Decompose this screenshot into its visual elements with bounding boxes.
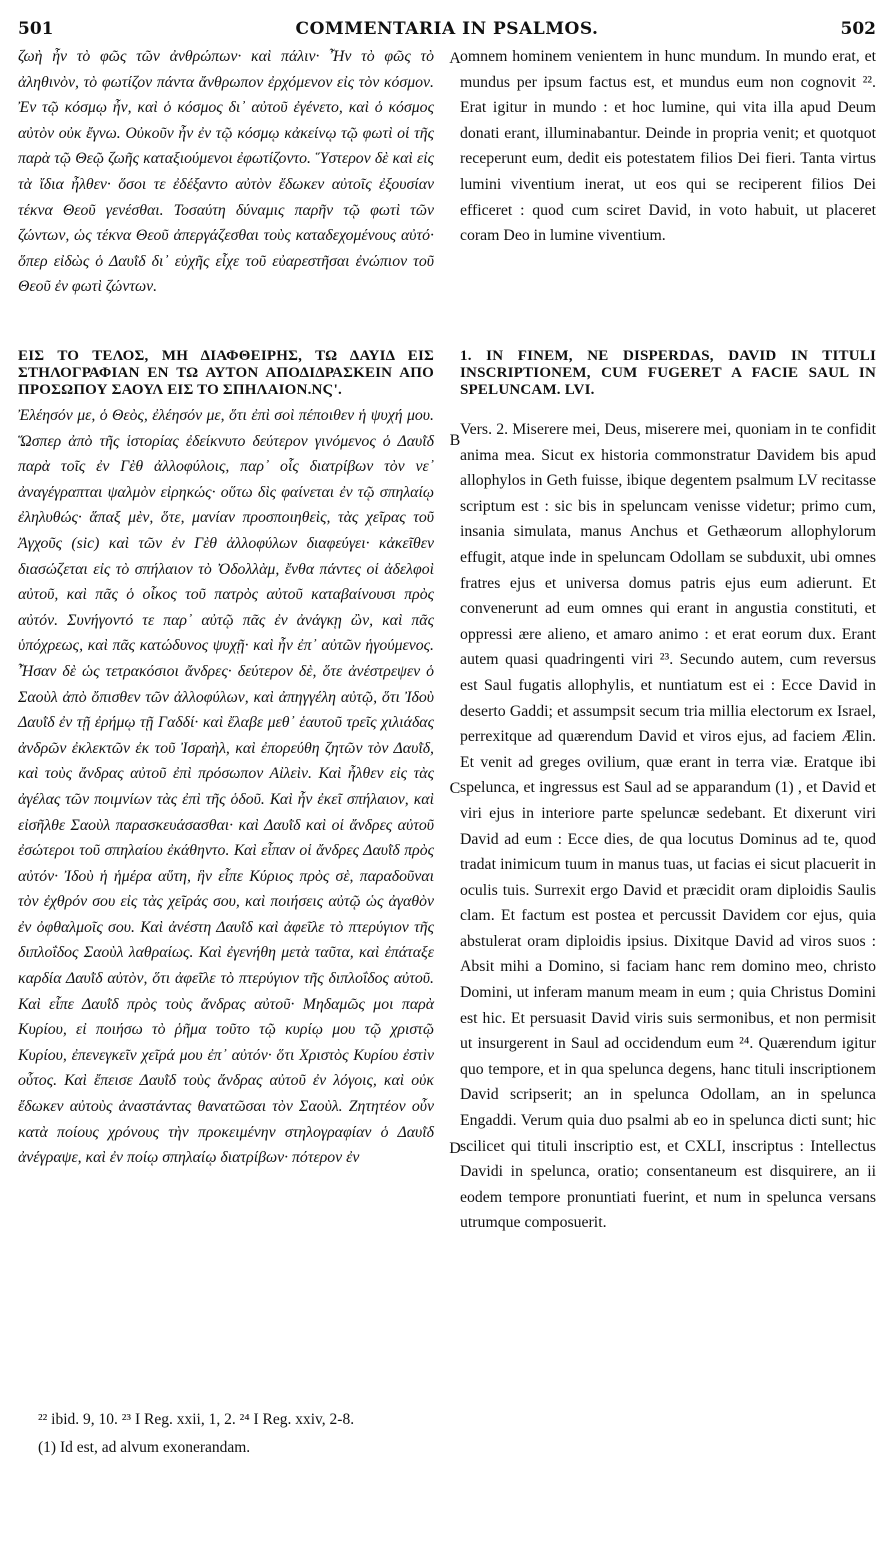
latin-paragraph-top: omnem hominem venientem in hunc mundum. In mundo erat, et mundus per ipsum factus est, et mundus eum non cognovit ²². Erat igitur in mundo : et hoc lumine, qui vita illa apud Deum donati erant, illuminabantur. Deinde in propria venit; et quotquot receperunt eum, dedit eis potestatem filios Dei fieri. Tanta virtus lumini viventium inerat, ut eos qui se reciperent filios Dei efficeret : quod cum sciret David, in voto habuit, ut placeret coram Deo in lumine viventium. [460,48,876,245]
latin-psalm-heading: 1. IN FINEM, NE DISPERDAS, DAVID IN TITULI INSCRIPTIONEM, CUM FUGERET A FACIE SAUL IN SPELUNCAM. LVI. [460,348,876,398]
margin-marker-b: B [449,432,461,449]
running-title: COMMENTARIA IN PSALMOS. [295,19,599,39]
footnotes [38,1406,858,1462]
margin-marker-d: D [449,1140,461,1157]
greek-column-main [18,348,434,1171]
margin-marker-a: A [449,50,461,67]
footnote-explanation: (1) Id est, ad alvum exonerandam. [38,1439,251,1456]
latin-body-text: Vers. 2. Miserere mei, Deus, miserere mei, quoniam in te confidit anima mea. Sicut ex historia commonstratur Davidem bis apud allophylos in Geth fuisse, ibique degentem psalmum LV recitasse scriptum est : sic bis in speluncam venisse videtur; primo cum, insania simulata, manus Anchus et Gethæorum allophylorum effugit, atque inde in speluncam Odollam se subduxit, ubi omnes fratres ejus et universa domus patris ejus eum adierunt. Et convenerunt ad eum omnes qui erant in angustia constituti, et oppressi ære alieno, et amaro animo : et erat eorum dux. Erant autem quasi quadringenti viri ²³. Secundo autem, cum reversus est Saul fugatis allophylis, et nuntiatum est ei : Ecce David in deserto Gaddi; et assumpsit secum tria millia electorum ex Israel, perrexitque ad quærendum David et viros ejus, ad faciem Ælin. Et venit ad greges ovilium, quæ erant in terra viæ. Eratque ibi spelunca, et ingressus est Saul ad se apparandum (1) , et David et viri ejus in interiore parte speluncæ sedebant. Et dixerunt viri David ad eum : Ecce dies, de qua locutus Dominus ad te, quod tradat inimicum tuum in manus tuas, ut facias ei sicut placuerit in oculis tuis. Surrexit ergo David et præcidit oram diploidis Saulis clam. Et factum est postea et percussit Davidem cor ejus, quia abstulerat oram diploidis ipsius. Dixitque David ad viros suos : Absit mihi a Domino, si faciam hanc rem domino meo, christo Domini, ut inferam manum meam in eum ; quia Christus Domini est hic. Et persuasit David viris suis sermonibus, et non permisit ut insurgerent in Saul ad occidendum eum ²⁴. Quærendum igitur quo tempore, et in qua spelunca degens, hanc tituli inscriptionem David scripserit; an in spelunca Odollam, an in spelunca Engaddi. Verum quia duo psalmi ab eo in spelunca dicti sunt; hic scilicet qui tituli inscriptio est, et CXLI, inscriptus : Intellectus Davidi in spelunca, oratio; consentaneum est disquirere, an ii eodem tempore pronuntiati fuerint, et num in spelunca versans utrumque composuerit. [460,421,876,1232]
greek-paragraph-top: ζωὴ ἦν τὸ φῶς τῶν ἀνθρώπων· καὶ πάλιν· Ἦν τὸ φῶς τὸ ἀληθινὸν, τὸ φωτίζον πάντα ἄνθρωπον ἐρχόμενον εἰς τὸν κόσμον. Ἐν τῷ κόσμῳ ἦν, καὶ ὁ κόσμος δι᾽ αὐτοῦ ἐγένετο, καὶ ὁ κόσμος αὐτὸν οὐκ ἔγνω. Οὐκοῦν ἦν ἐν τῷ κόσμῳ κἀκείνῳ τῷ φωτὶ οἱ τῆς παρὰ τῷ Θεῷ ζωῆς καταξιούμενοι ἐφωτίζοντο. Ὕστερον δὲ καὶ εἰς τὰ ἴδια ἦλθεν· ὅσοι τε ἐδέξαντο αὐτὸν ἔδωκεν αὐτοῖς ἐξουσίαν τέκνα Θεοῦ γενέσθαι. Τοσαύτη δύναμις παρῆν τῷ φωτὶ τῶν ζώντων, ὡς τέκνα Θεοῦ ἀπεργάζεσθαι τοὺς καταδεχομένους αὐτό· ὅπερ εἰδὼς ὁ Δαυῒδ δι᾽ εὐχῆς εἶχε τοῦ εὐαρεστῆσαι ἐνώπιον τοῦ Θεοῦ ἐν φωτὶ ζώντων. [18,48,434,296]
top-section [18,44,876,340]
page-number-right: 502 [840,19,876,39]
page-header [18,16,876,42]
margin-marker-c: C [449,780,461,797]
footnote-references: ²² ibid. 9, 10. ²³ I Reg. xxii, 1, 2. ²⁴ I Reg. xxiv, 2-8. [38,1411,355,1428]
greek-column-top [18,44,434,300]
greek-psalm-heading: ΕΙΣ ΤΟ ΤΕΛΟΣ, ΜΗ ΔΙΑΦΘΕΙΡΗΣ, ΤΩ ΔΑΥΙΔ ΕΙΣ ΣΤΗΛΟΓΡΑΦΙΑΝ ΕΝ ΤΩ ΑΥΤΟΝ ΑΠΟΔΙΔΡΑΣΚΕΙΝ ΑΠΟ ΠΡΟΣΩΠΟΥ ΣΑΟΥΛ ΕΙΣ ΤΟ ΣΠΗΛΑΙΟΝ.ΝϚ'. [18,348,434,398]
latin-column-top [460,44,876,249]
latin-column-main [460,348,876,1236]
greek-body-text: Ἐλέησόν με, ὁ Θεὸς, ἐλέησόν με, ὅτι ἐπὶ σοὶ πέποιθεν ἡ ψυχή μου. Ὥσπερ ἀπὸ τῆς ἱστορίας ἐδείκνυτο δεύτερον γινόμενος ὁ Δαυῒδ παρὰ τοῖς ἐν Γὲθ ἀλλοφύλοις, παρ᾽ οἷς διατρίβων τὸν νε᾽ ἀναγέγραπται ψαλμὸν εἰρηκώς· οὕτω δὶς φαίνεται ἐν τῷ σπηλαίῳ ἐληλυθώς· ἅπαξ μὲν, ὅτε, μανίαν προσποιηθεὶς, τὰς χεῖρας τοῦ Ἀγχοῦς (sic) καὶ τῶν ἐν Γὲθ ἀλλοφύλων διαφεύγει· κἀκεῖθεν διασώζεται εἰς τὸ σπήλαιον τὸ Ὀδολλὰμ, ἔνθα πάντες οἱ ἀδελφοὶ αὐτοῦ, καὶ πᾶς ὁ οἶκος τοῦ πατρὸς αὐτοῦ καταβαίνουσι πρὸς αὐτόν. Συνήγοντό τε παρ᾽ αὐτῷ πᾶς ἐν ἀνάγκῃ ὢν, καὶ πᾶς ὑπόχρεως, καὶ πᾶς κατώδυνος ψυχῇ· καὶ ἦν ἐπ᾽ αὐτῶν ἡγούμενος. Ἦσαν δὲ ὡς τετρακόσιοι ἄνδρες· δεύτερον δὲ, ὅτε ἀνέστρεψεν ὁ Σαοὺλ ἀπὸ ὄπισθεν τῶν ἀλλοφύλων, καὶ ἀπηγγέλη αὐτῷ, ὅτι Ἰδοὺ Δαυῒδ ἐν τῇ ἐρήμῳ τῇ Γαδδί· καὶ ἔλαβε μεθ᾽ ἑαυτοῦ τρεῖς χιλιάδας ἀνδρῶν ἐκλεκτῶν ἐκ τοῦ Ἰσραὴλ, καὶ ἐπορεύθη ζητῶν τὸν Δαυῒδ, καὶ τοὺς ἄνδρας αὐτοῦ ἐπὶ πρόσωπον Αἰλεὶν. Καὶ ἦλθεν εἰς τὰς ἀγέλας τῶν ποιμνίων τὰς ἐπὶ τῆς ὁδοῦ. Καὶ ἦν ἐκεῖ σπήλαιον, καὶ εἰσῆλθε Σαοὺλ παρασκευάσασθαι· καὶ Δαυῒδ καὶ οἱ ἄνδρες αὐτοῦ ἐσώτεροι τοῦ σπηλαίου ἐκάθηντο. Καὶ εἶπαν οἱ ἄνδρες Δαυῒδ πρὸς αὐτόν· Ἰδοὺ ἡ ἡμέρα αὕτη, ἣν εἶπε Κύριος πρὸς σὲ, παραδοῦναι τὸν ἐχθρόν σου εἰς τὰς χεῖράς σου, καὶ ποιήσεις αὐτῷ ὡς ἀγαθὸν ἐν ὀφθαλμοῖς σου. Καὶ ἀνέστη Δαυῒδ καὶ ἀφεῖλε τὸ πτερύγιον τῆς διπλοΐδος Σαοὺλ λαθραίως. Καὶ ἐγενήθη μετὰ ταῦτα, καὶ ἐπάταξε καρδία Δαυῒδ αὐτὸν, ὅτι ἀφεῖλε τὸ πτερύγιον τῆς διπλοΐδος αὐτοῦ. Καὶ εἶπε Δαυῒδ πρὸς τοὺς ἄνδρας αὐτοῦ· Μηδαμῶς μοι παρὰ Κυρίου, εἰ ποιήσω τὸ ῥῆμα τοῦτο τῷ κυρίῳ μου τῷ χριστῷ Κυρίου, ἐπενεγκεῖν χεῖρά μου ἐπ᾽ αὐτόν· ὅτι Χριστὸς Κυρίου ἐστὶν οὗτος. Καὶ ἔπεισε Δαυῒδ τοὺς ἄνδρας αὐτοῦ ἐν λόγοις, καὶ οὐκ ἔδωκεν αὐτοὺς ἀναστάντας θανατῶσαι τὸν Σαοὺλ. Ζητητέον οὖν κατὰ ποίους χρόνους τὴν προκειμένην στηλογραφίαν ὁ Δαυῒδ ἀνέγραψε, καὶ ἐν ποίῳ σπηλαίῳ διατρίβων· πότερον ἐν [18,407,434,1167]
page-number-left: 501 [18,19,54,39]
main-section [18,348,876,1400]
